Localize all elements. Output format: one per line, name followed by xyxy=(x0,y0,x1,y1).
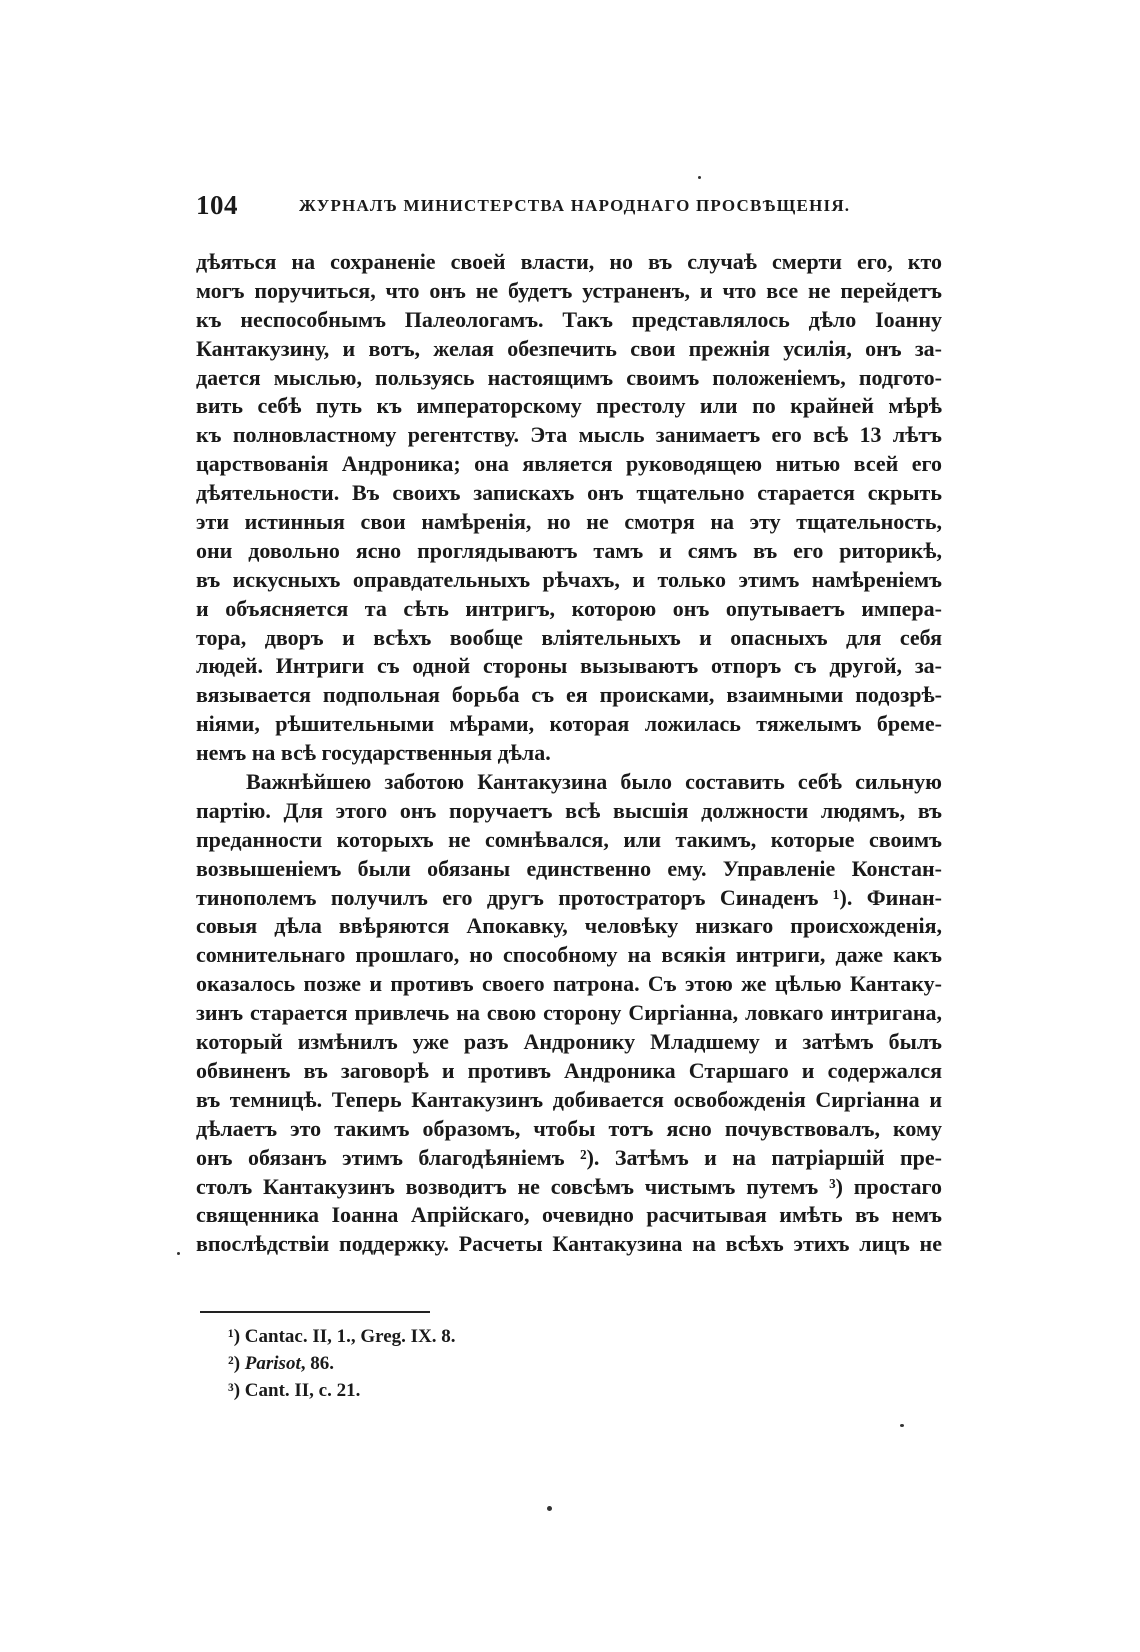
text-line: Кантакузину, и вотъ, желая обезпечить свои прежнія усилія, онъ за- xyxy=(196,335,942,361)
text-line: священника Іоанна Апрійскаго, очевидно расчитывая имѣть въ немъ xyxy=(196,1202,942,1228)
running-title: ЖУРНАЛЪ МИНИСТЕРСТВА НАРОДНАГО ПРОСВѢЩЕНІЯ. xyxy=(299,196,851,215)
text-line-paragraph-end: немъ на всѣ государственныя дѣла. xyxy=(196,740,551,766)
text-line: и объясняется та сѣть интригъ, которою онъ опутываетъ импера- xyxy=(196,595,942,621)
text-line: преданности которыхъ не сомнѣвался, или такимъ, которые своимъ xyxy=(196,826,942,852)
scan-speck xyxy=(177,1252,180,1255)
footnote-3 xyxy=(228,1377,728,1404)
text-line: партію. Для этого онъ поручаетъ всѣ высшія должности людямъ, въ xyxy=(196,797,942,823)
text-line: обвиненъ въ заговорѣ и противъ Андроника Старшаго и содержался xyxy=(196,1057,942,1083)
text-line: который измѣнилъ уже разъ Андронику Младшему и затѣмъ былъ xyxy=(196,1029,942,1055)
body-text xyxy=(196,248,942,1259)
text-line: дѣяться на сохраненіе своей власти, но въ случаѣ смерти его, кто xyxy=(196,249,942,274)
text-line: дѣлаетъ это такимъ образомъ, чтобы тотъ ясно почувствовалъ, кому xyxy=(196,1115,942,1141)
footnote-divider xyxy=(200,1311,430,1313)
text-line: онъ обязанъ этимъ благодѣяніемъ ²). Затѣмъ и на патріаршій пре- xyxy=(196,1144,942,1170)
text-line: эти истинныя свои намѣренія, но не смотря на эту тщательность, xyxy=(196,509,942,535)
text-line: они довольно ясно проглядываютъ тамъ и сямъ въ его риторикѣ, xyxy=(196,537,942,563)
text-line: дѣятельности. Въ своихъ запискахъ онъ тщательно старается скрыть xyxy=(196,480,942,506)
page-header xyxy=(196,190,850,230)
text-line: къ полновластному регентству. Эта мысль занимаетъ его всѣ 13 лѣтъ xyxy=(196,422,942,448)
text-line: людей. Интриги съ одной стороны вызываютъ отпоръ съ другой, за- xyxy=(196,653,942,679)
text-line: впослѣдствіи поддержку. Расчеты Кантакузина на всѣхъ этихъ лицъ не xyxy=(196,1231,942,1257)
text-line: ніями, рѣшительными мѣрами, которая ложилась тяжелымъ бреме- xyxy=(196,711,942,737)
text-line: совыя дѣла ввѣряются Апокавку, человѣку низкаго происхожденія, xyxy=(196,913,942,939)
text-line: зинъ старается привлечь на свою сторону Сиргіанна, ловкаго интригана, xyxy=(196,1000,942,1026)
text-line: къ неспособнымъ Палеологамъ. Такъ представлялось дѣло Іоанну xyxy=(196,306,942,332)
text-line-paragraph-start: Важнѣйшею заботою Кантакузина было составить себѣ сильную xyxy=(246,769,942,795)
footnote-2 xyxy=(228,1350,728,1377)
scan-speck xyxy=(698,176,701,179)
scan-speck xyxy=(547,1506,552,1511)
text-line: дается мыслью, пользуясь настоящимъ своимъ положеніемъ, подгото- xyxy=(196,364,942,390)
footnote-text: Cantac. II, 1., Greg. IX. 8. xyxy=(244,1326,456,1347)
text-line: тинополемъ получилъ его другъ протостраторъ Синаденъ ¹). Финан- xyxy=(196,884,942,910)
text-line: вить себѣ путь къ императорскому престолу или по крайней мѣрѣ xyxy=(196,393,942,419)
page-number: 104 xyxy=(196,190,238,220)
scan-speck xyxy=(900,1424,904,1427)
footnotes xyxy=(228,1323,728,1404)
text-line: тора, дворъ и всѣхъ вообще вліятельныхъ и опасныхъ для себя xyxy=(196,624,942,650)
text-line: возвышеніемъ были обязаны единственно ему. Управленіе Констан- xyxy=(196,855,942,881)
text-line: вязывается подпольная борьба съ ея происками, взаимными подозрѣ- xyxy=(196,682,942,708)
footnote-text-tail: , 86. xyxy=(300,1353,334,1374)
footnote-mark: ³) xyxy=(228,1380,241,1401)
text-line: сомнительнаго прошлаго, но способному на всякія интриги, даже какъ xyxy=(196,942,942,968)
text-line: оказалось позже и противъ своего патрона. Съ этою же цѣлью Кантаку- xyxy=(196,971,942,997)
footnote-mark: ²) xyxy=(228,1353,241,1374)
footnote-text: Cant. II, c. 21. xyxy=(244,1380,361,1401)
footnote-mark: ¹) xyxy=(228,1326,241,1347)
text-line: столъ Кантакузинъ возводитъ не совсѣмъ чистымъ путемъ ³) простаго xyxy=(196,1173,942,1199)
text-line: въ искусныхъ оправдательныхъ рѣчахъ, и только этимъ намѣреніемъ xyxy=(196,566,942,592)
text-line: въ темницѣ. Теперь Кантакузинъ добивается освобожденія Сиргіанна и xyxy=(196,1086,942,1112)
text-line: царствованія Андроника; она является руководящею нитью всей его xyxy=(196,451,942,477)
text-line: могъ поручиться, что онъ не будетъ устраненъ, и что все не перейдетъ xyxy=(196,277,942,303)
footnote-text: Parisot xyxy=(244,1353,301,1374)
footnote-1 xyxy=(228,1323,728,1350)
